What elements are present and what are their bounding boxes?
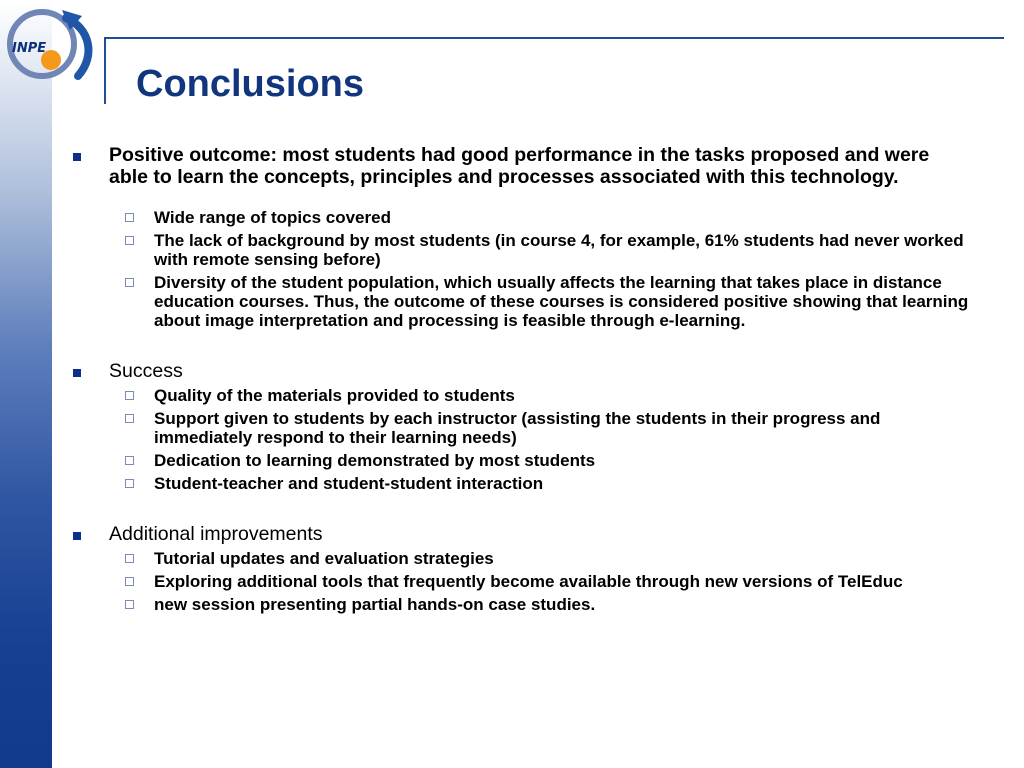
hollow-square-bullet-icon: [125, 479, 134, 488]
side-gradient-bar: [0, 0, 52, 768]
sub-bullet: [70, 231, 970, 269]
sub-bullet-text: new session presenting partial hands-on case studies.: [154, 595, 596, 614]
hollow-square-bullet-icon: [125, 456, 134, 465]
hollow-square-bullet-icon: [125, 236, 134, 245]
hollow-square-bullet-icon: [125, 554, 134, 563]
square-bullet-icon: [73, 532, 81, 540]
sub-bullet: [70, 572, 970, 591]
hollow-square-bullet-icon: [125, 391, 134, 400]
header-vertical-rule: [104, 38, 106, 104]
hollow-square-bullet-icon: [125, 577, 134, 586]
inpe-logo: [4, 4, 104, 90]
sub-bullet-text: Wide range of topics covered: [154, 208, 391, 227]
sub-bullet: [70, 474, 970, 493]
logo-text: INPE: [12, 41, 47, 56]
sub-bullet-text: Quality of the materials provided to students: [154, 386, 515, 405]
header-horizontal-rule: [104, 37, 1004, 39]
sub-bullet: [70, 386, 970, 405]
bullet-additional-improvements: [70, 523, 970, 545]
hollow-square-bullet-icon: [125, 414, 134, 423]
sub-bullet-text: Dedication to learning demonstrated by most students: [154, 451, 596, 470]
hollow-square-bullet-icon: [125, 213, 134, 222]
bullet-success: [70, 360, 970, 382]
bullet-text: Additional improvements: [109, 523, 323, 545]
sub-bullet-text: Tutorial updates and evaluation strategies: [154, 549, 494, 568]
square-bullet-icon: [73, 369, 81, 377]
sub-bullet-text: The lack of background by most students (in course 4, for example, 61% students had never worked with remote sensing before): [154, 231, 964, 269]
bullet-text: Success: [109, 360, 183, 382]
sub-bullet: [70, 595, 970, 614]
hollow-square-bullet-icon: [125, 278, 134, 287]
sub-bullet: [70, 409, 970, 447]
square-bullet-icon: [73, 153, 81, 161]
sub-bullet-text: Support given to students by each instructor (assisting the students in their progress and immediately respond to their learning needs): [154, 409, 881, 447]
sub-bullet: [70, 208, 970, 227]
hollow-square-bullet-icon: [125, 600, 134, 609]
slide-body: [70, 144, 970, 614]
bullet-positive-outcome: [70, 144, 970, 188]
sub-bullet: [70, 451, 970, 470]
slide-title: Conclusions: [136, 63, 365, 105]
sub-bullet: [70, 549, 970, 568]
sub-bullet: [70, 273, 970, 330]
bullet-text: Positive outcome: most students had good performance in the tasks proposed and were able to learn the concepts, principles and processes associated with this technology.: [109, 144, 930, 188]
sub-bullet-text: Exploring additional tools that frequently become available through new versions of TelEduc: [154, 572, 903, 591]
sub-bullet-text: Diversity of the student population, which usually affects the learning that takes place in distance education courses. Thus, the outcome of these courses is considered positive showing that learning about image interpretation and processing is feasible through e-learning.: [154, 273, 969, 330]
sub-bullet-text: Student-teacher and student-student interaction: [154, 474, 544, 493]
